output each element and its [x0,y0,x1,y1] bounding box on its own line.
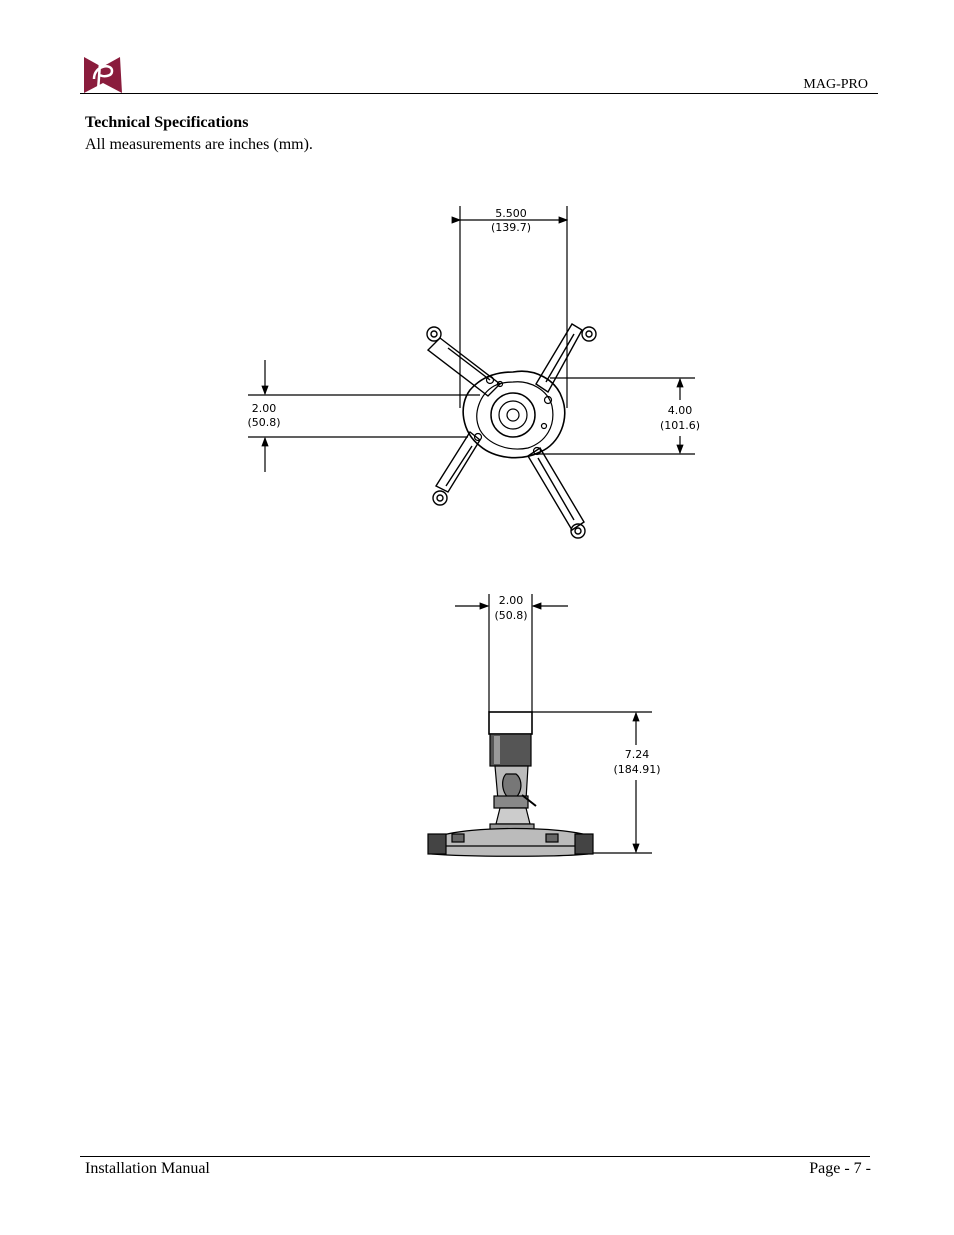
width-mm-label: (139.7) [490,221,532,234]
column-inches-label: 2.00 [498,594,524,607]
right-dim-inches-label: 4.00 [667,404,693,417]
height-mm-label: (184.91) [613,763,661,776]
right-dim-mm-label: (101.6) [659,419,701,432]
page-number: Page - 7 - [809,1160,871,1177]
footer-document-title: Installation Manual [85,1160,210,1177]
side-view-drawing [428,594,652,856]
section-title: Technical Specifications [85,114,249,131]
left-dim-mm-label: (50.8) [247,416,281,429]
column-mm-label: (50.8) [494,609,528,622]
left-dim-inches-label: 2.00 [251,402,277,415]
model-name: MAG-PRO [803,77,868,92]
footer-rule [80,1156,870,1157]
width-inches-label: 5.500 [495,207,527,220]
measurement-note: All measurements are inches (mm). [85,136,313,153]
top-view-drawing [248,206,695,538]
height-inches-label: 7.24 [624,748,650,761]
